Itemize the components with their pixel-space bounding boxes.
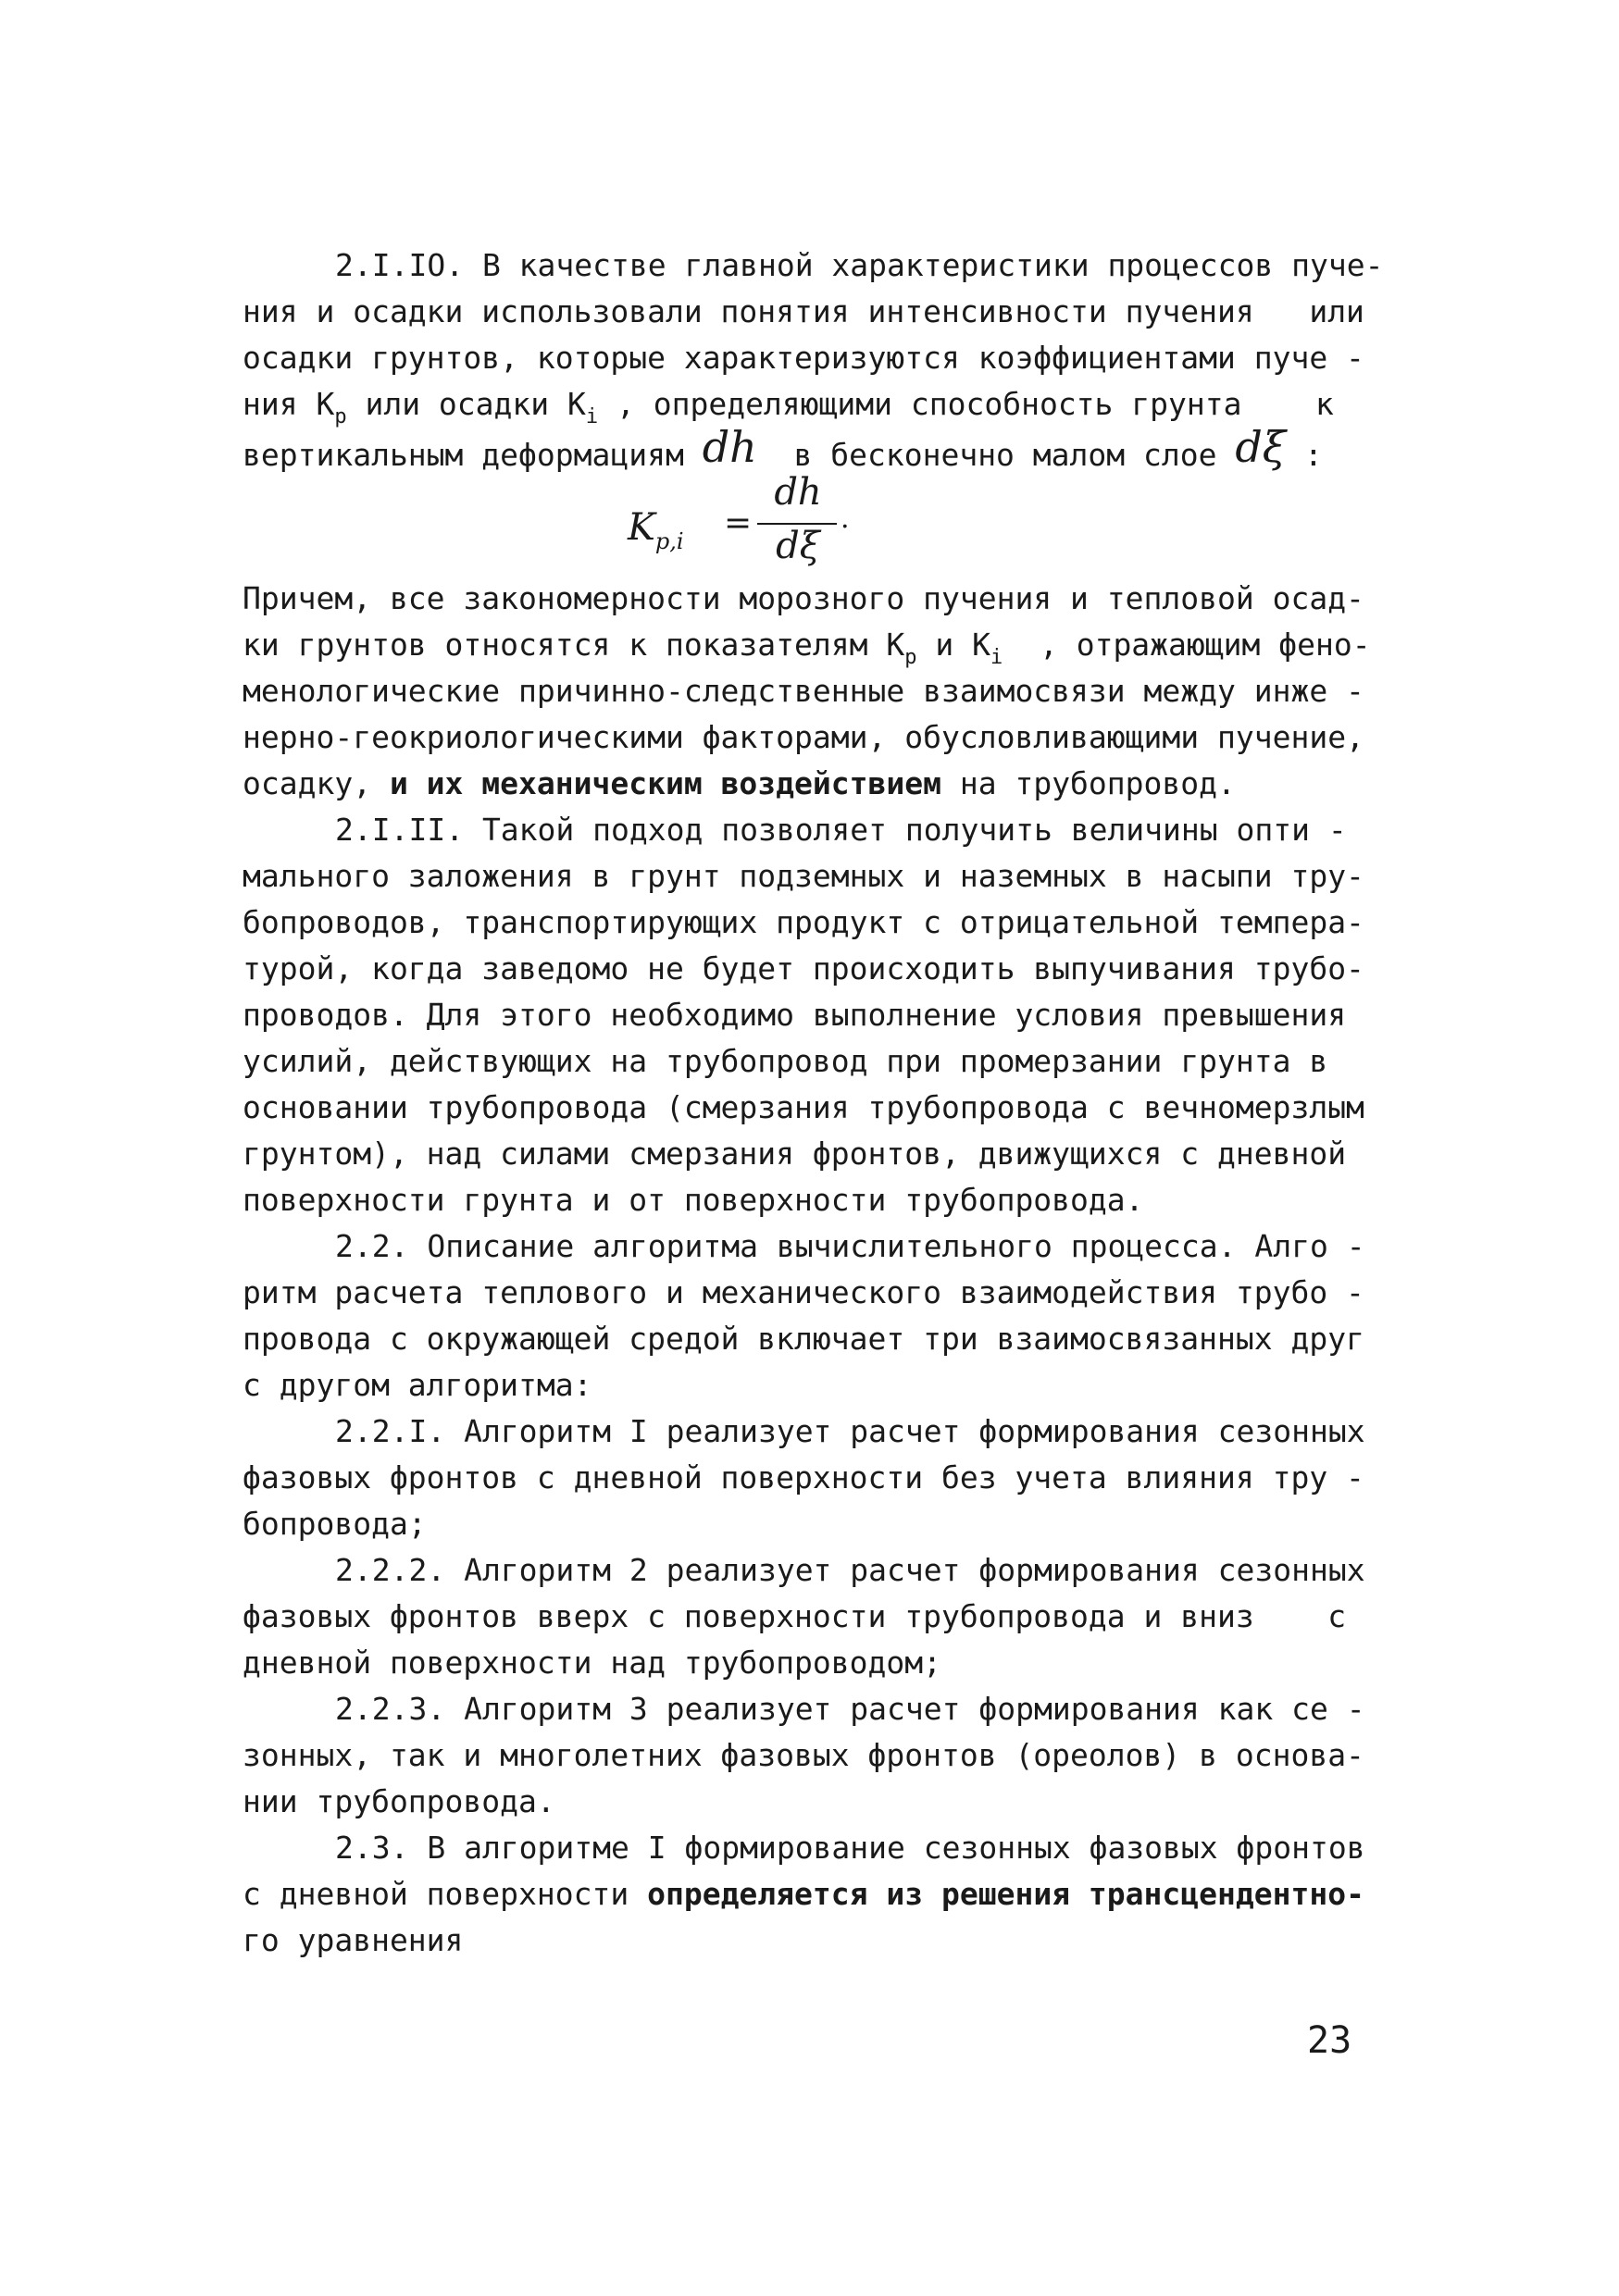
text-line [0, 1825, 1619, 1871]
line-text: нерно-геокриологическими факторами, обусловливающими пучение, [243, 719, 1364, 755]
line-text: дневной поверхности над трубопроводом; [243, 1644, 941, 1681]
line-text: в бесконечно малом слое [756, 437, 1236, 473]
text-line [0, 1732, 1619, 1779]
text-line [0, 1594, 1619, 1640]
text-line [0, 1779, 1619, 1825]
line-text: осадку, [243, 765, 372, 801]
line-text: 2.2.2. Алгоритм 2 реализует расчет формирования сезонных [335, 1552, 1365, 1588]
text-line [0, 1038, 1619, 1085]
line-text: и K [916, 627, 990, 663]
text-line [0, 1640, 1619, 1686]
line-text: мального заложения в грунт подземных и наземных в насыпи тру- [243, 858, 1364, 894]
text-line [0, 1085, 1619, 1131]
text-line [0, 242, 1619, 289]
dh-symbol: dh [702, 422, 757, 472]
bold-text: определяется из решения трансцендентно- [647, 1876, 1364, 1912]
subscript: p [904, 646, 917, 669]
line-text: : [1286, 437, 1323, 473]
formula-lhs [628, 506, 684, 554]
line-text: го уравнения [243, 1922, 464, 1958]
text-line [0, 289, 1619, 335]
formula-denominator: dξ [776, 525, 820, 567]
text-line [0, 1871, 1619, 1917]
line-text: ритм расчета теплового и механического взаимодействия трубо - [243, 1274, 1364, 1310]
line-text: 2.3. В алгоритме I формирование сезонных фазовых фронтов [335, 1830, 1365, 1866]
bold-text: и их механическим воздействием [371, 765, 941, 801]
text-line [0, 946, 1619, 992]
text-line [0, 1316, 1619, 1362]
text-line [0, 1547, 1619, 1594]
text-line [0, 1223, 1619, 1270]
text-line [0, 714, 1619, 761]
line-text: бопровода; [243, 1506, 427, 1542]
line-text: вертикальным деформациям [243, 437, 703, 473]
line-text: с дневной поверхности [243, 1876, 648, 1912]
formula-k: K [628, 506, 655, 549]
line-text: 2.I.IO. В качестве главной характеристики процессов пуче- [335, 247, 1384, 283]
line-text: ния и осадки использовали понятия интенсивности пучения или [243, 293, 1364, 329]
line-text: Причем, все закономерности морозного пучения и тепловой осад- [243, 580, 1364, 616]
line-text: провода с окружающей средой включает три взаимосвязанных друг [243, 1321, 1364, 1357]
line-text: фазовых фронтов вверх с поверхности трубопровода и вниз с [243, 1598, 1347, 1634]
formula [620, 471, 861, 567]
page-number: 23 [1307, 2019, 1352, 2062]
subscript: i [585, 405, 599, 428]
line-text: проводов. Для этого необходимо выполнение условия превышения [243, 997, 1347, 1033]
text-line [0, 1177, 1619, 1223]
line-text: поверхности грунта и от поверхности трубопровода. [243, 1182, 1144, 1218]
subscript: p [334, 405, 347, 428]
line-text: на трубопровод. [940, 765, 1236, 801]
line-text: 2.2.I. Алгоритм I реализует расчет формирования сезонных [335, 1413, 1365, 1449]
text-line [0, 1131, 1619, 1177]
line-text: 2.2.3. Алгоритм 3 реализует расчет формирования как се - [335, 1691, 1365, 1727]
text-line [0, 1686, 1619, 1732]
line-text: зонных, так и многолетних фазовых фронтов (ореолов) в основа- [243, 1737, 1364, 1773]
text-line [0, 668, 1619, 714]
line-text: основании трубопровода (смерзания трубопровода с вечномерзлым [243, 1089, 1364, 1125]
text-line [0, 422, 1619, 474]
text-line [0, 1270, 1619, 1316]
line-text: ки грунтов относятся к показателям K [243, 627, 905, 663]
text-line [0, 1362, 1619, 1409]
text-line [0, 992, 1619, 1038]
line-text: осадки грунтов, которые характеризуются коэффициентами пуче - [243, 340, 1364, 376]
line-text: ния K [243, 386, 335, 422]
subscript: i [990, 646, 1003, 669]
line-text: или осадки K [346, 386, 586, 422]
line-text: турой, когда заведомо не будет происходить выпучивания трубо- [243, 950, 1364, 987]
text-line [0, 1455, 1619, 1501]
line-text: нии трубопровода. [243, 1783, 555, 1819]
formula-equals: = [724, 504, 753, 542]
text-line [0, 381, 1619, 428]
text-line [0, 1917, 1619, 1964]
text-line [0, 1501, 1619, 1547]
text-line [0, 761, 1619, 807]
text-line [0, 900, 1619, 946]
line-text: , определяющими способность грунта к [598, 386, 1334, 422]
formula-numerator: dh [774, 471, 822, 514]
text-line [0, 807, 1619, 853]
text-line [0, 853, 1619, 900]
line-text: с другом алгоритма: [243, 1367, 592, 1403]
line-text: , отражающим фено- [1003, 627, 1371, 663]
line-text: фазовых фронтов с дневной поверхности без учета влияния тру - [243, 1459, 1364, 1496]
text-line [0, 1409, 1619, 1455]
text-line [0, 335, 1619, 381]
line-text: 2.I.II. Такой подход позволяет получить величины опти - [335, 812, 1347, 848]
line-text: грунтом), над силами смерзания фронтов, движущихся с дневной [243, 1136, 1347, 1172]
line-text: менологические причинно-следственные взаимосвязи между инже - [243, 673, 1364, 709]
line-text: усилий, действующих на трубопровод при промерзании грунта в [243, 1043, 1328, 1079]
formula-lhs-subscript: p,i [654, 528, 684, 554]
text-line [0, 576, 1619, 622]
formula-end-mark: . [841, 503, 850, 535]
dxi-symbol: dξ [1235, 422, 1287, 472]
line-text: бопроводов, транспортирующих продукт с отрицательной темпера- [243, 904, 1364, 940]
text-line [0, 622, 1619, 668]
line-text: 2.2. Описание алгоритма вычислительного процесса. Алго - [335, 1228, 1365, 1264]
